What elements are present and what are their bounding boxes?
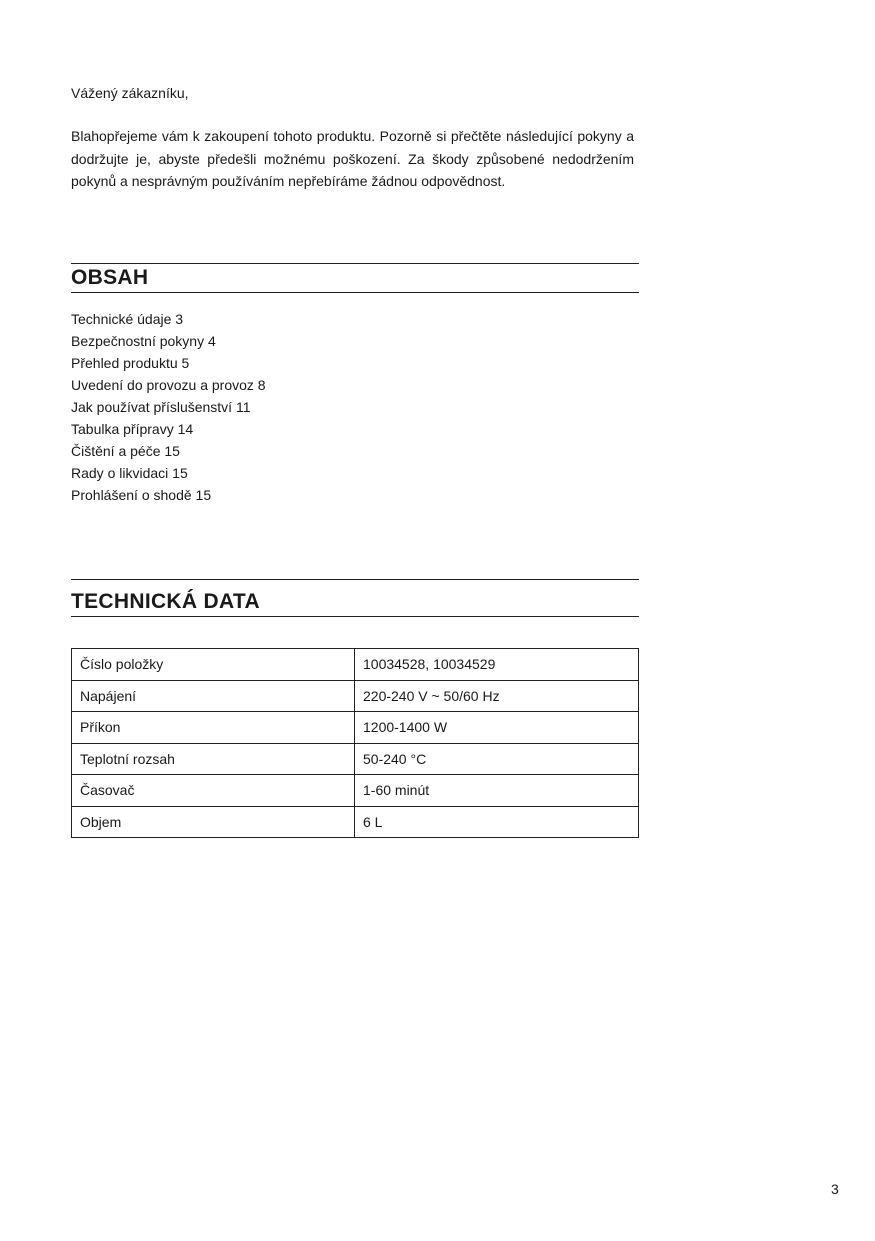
row-value: 220-240 V ~ 50/60 Hz	[355, 680, 639, 712]
row-value: 1200-1400 W	[355, 712, 639, 744]
toc-heading: OBSAH	[71, 266, 149, 289]
table-row	[72, 743, 639, 775]
toc-item: Rady o likvidaci 15	[71, 465, 188, 481]
row-value: 1-60 minút	[355, 775, 639, 807]
toc-item: Jak používat příslušenství 11	[71, 399, 251, 415]
tech-data-table	[71, 648, 639, 838]
row-label: Příkon	[72, 712, 355, 744]
table-of-contents	[71, 308, 266, 506]
row-label: Číslo položky	[72, 649, 355, 681]
row-value: 10034528, 10034529	[355, 649, 639, 681]
tech-heading: TECHNICKÁ DATA	[71, 590, 260, 613]
table-row	[72, 806, 639, 838]
row-label: Časovač	[72, 775, 355, 807]
table-row	[72, 712, 639, 744]
row-label: Napájení	[72, 680, 355, 712]
row-label: Objem	[72, 806, 355, 838]
table-row	[72, 649, 639, 681]
toc-item: Tabulka přípravy 14	[71, 421, 194, 437]
toc-bottom-rule	[71, 292, 639, 293]
table-row	[72, 775, 639, 807]
toc-top-rule	[71, 263, 639, 264]
row-value: 6 L	[355, 806, 639, 838]
toc-item: Přehled produktu 5	[71, 355, 190, 371]
tech-bottom-rule	[71, 616, 639, 617]
tech-top-rule	[71, 579, 639, 580]
row-value: 50-240 °C	[355, 743, 639, 775]
toc-item: Čištění a péče 15	[71, 443, 180, 459]
toc-item: Prohlášení o shodě 15	[71, 487, 212, 503]
row-label: Teplotní rozsah	[72, 743, 355, 775]
table-row	[72, 680, 639, 712]
toc-item: Bezpečnostní pokyny 4	[71, 333, 216, 349]
toc-item: Technické údaje 3	[71, 311, 184, 327]
intro-paragraph: Blahopřejeme vám k zakoupení tohoto produktu. Pozorně si přečtěte následující pokyny a dodržujte je, abyste předešli možnému poškození. Za škody způsobené nedodržením pokynů a nesprávným používáním nepřebíráme žádnou odpovědnost.	[71, 128, 634, 189]
page-number: 3	[831, 1181, 839, 1197]
toc-item: Uvedení do provozu a provoz 8	[71, 377, 266, 393]
greeting: Vážený zákazníku,	[71, 85, 189, 101]
